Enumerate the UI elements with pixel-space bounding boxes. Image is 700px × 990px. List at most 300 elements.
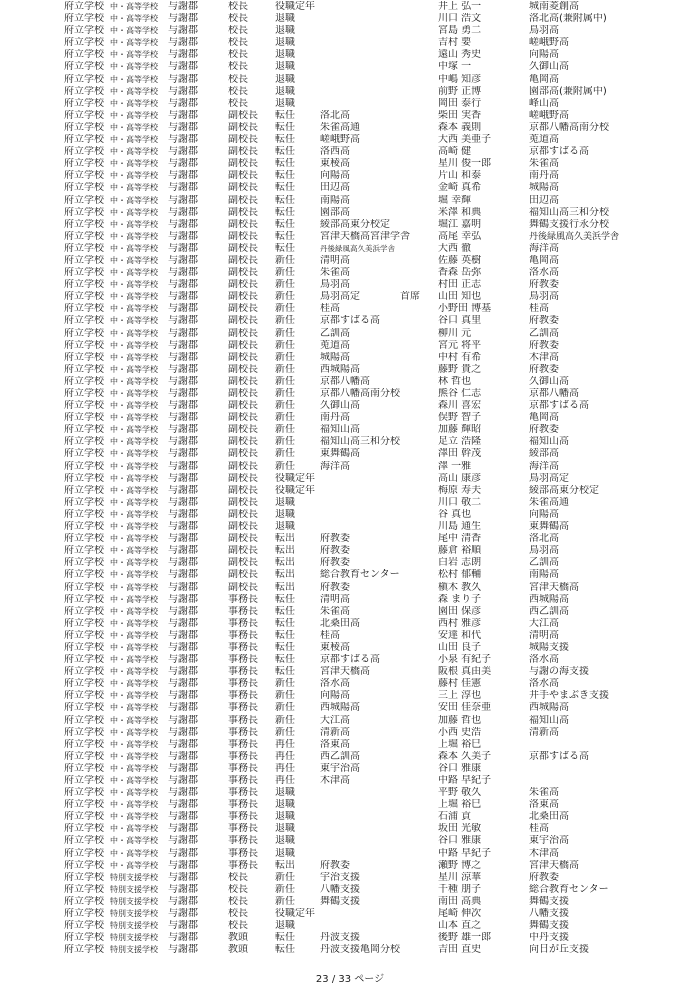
previous-assignment: 府教委 bbox=[529, 315, 559, 327]
list-item bbox=[0, 823, 700, 835]
person-name: 高山 康彦 bbox=[438, 472, 482, 484]
new-assignment: 京都八幡高南分校 bbox=[320, 388, 400, 399]
position: 校長 bbox=[228, 37, 248, 49]
list-item bbox=[0, 884, 700, 896]
transfer-type: 新任 bbox=[275, 448, 295, 460]
transfer-type: 退職 bbox=[275, 13, 295, 25]
transfer-type: 転任 bbox=[275, 194, 295, 206]
position: 副校長 bbox=[228, 158, 258, 170]
school-type: 府立学校 bbox=[64, 206, 104, 218]
person-name: 前野 正博 bbox=[438, 85, 482, 97]
list-item bbox=[0, 618, 700, 630]
person-name: 藤村 佳憲 bbox=[438, 678, 482, 690]
previous-assignment: 鳥羽高定 bbox=[529, 472, 569, 484]
list-item bbox=[0, 388, 700, 400]
region: 与謝郡 bbox=[168, 49, 198, 61]
transfer-type: 退職 bbox=[275, 85, 295, 97]
previous-assignment: 城陽高 bbox=[529, 182, 559, 194]
new-assignment: 東稜高 bbox=[320, 158, 350, 170]
list-item bbox=[0, 74, 700, 86]
previous-assignment: 桂高 bbox=[529, 823, 549, 835]
school-type: 府立学校 bbox=[64, 871, 104, 883]
transfer-type: 退職 bbox=[275, 787, 295, 799]
school-type: 府立学校 bbox=[64, 726, 104, 738]
transfer-type: 退職 bbox=[275, 73, 295, 85]
previous-assignment: 舞鶴支援行永分校 bbox=[529, 218, 609, 230]
list-item bbox=[0, 1, 700, 13]
person-name: 澤田 幹茂 bbox=[438, 448, 482, 460]
position: 副校長 bbox=[228, 424, 258, 436]
transfer-type: 新任 bbox=[275, 871, 295, 883]
region: 与謝郡 bbox=[168, 557, 198, 569]
person-name: 村田 正志 bbox=[438, 279, 482, 291]
school-level: 中・高等学校 bbox=[110, 413, 158, 423]
school-type: 府立学校 bbox=[64, 388, 104, 399]
list-item bbox=[0, 557, 700, 569]
school-type: 府立学校 bbox=[64, 799, 104, 811]
person-name: 瀬野 博之 bbox=[438, 859, 482, 871]
school-level: 中・高等学校 bbox=[110, 509, 158, 519]
transfer-type: 転任 bbox=[275, 666, 295, 678]
school-type: 府立学校 bbox=[64, 170, 104, 182]
transfer-type: 新任 bbox=[275, 363, 295, 375]
list-item bbox=[0, 642, 700, 654]
new-assignment: 総合教育センター bbox=[320, 569, 400, 581]
region: 与謝郡 bbox=[168, 835, 198, 847]
new-assignment: 田辺高 bbox=[320, 182, 350, 194]
transfer-type: 新任 bbox=[275, 690, 295, 702]
transfer-type: 新任 bbox=[275, 412, 295, 424]
list-item bbox=[0, 13, 700, 25]
transfer-type: 新任 bbox=[275, 351, 295, 363]
school-type: 府立学校 bbox=[64, 182, 104, 194]
school-type: 府立学校 bbox=[64, 37, 104, 49]
person-name: 加藤 輝昭 bbox=[438, 424, 482, 436]
person-name: 藤倉 裕順 bbox=[438, 545, 482, 557]
transfer-type: 転任 bbox=[275, 641, 295, 653]
position: 副校長 bbox=[228, 267, 258, 279]
previous-assignment: 清新高 bbox=[529, 726, 559, 738]
school-type: 府立学校 bbox=[64, 702, 104, 714]
school-type: 府立学校 bbox=[64, 714, 104, 726]
position: 事務長 bbox=[228, 750, 258, 762]
position: 校長 bbox=[228, 25, 248, 37]
list-item bbox=[0, 412, 700, 424]
school-level: 中・高等学校 bbox=[110, 630, 158, 640]
school-type: 府立学校 bbox=[64, 242, 104, 254]
new-assignment: 洛水高 bbox=[320, 678, 350, 690]
school-level: 中・高等学校 bbox=[110, 715, 158, 725]
new-assignment: 朱雀高 bbox=[320, 605, 350, 617]
previous-assignment: 向陽高 bbox=[529, 49, 559, 61]
person-name: 加藤 哲也 bbox=[438, 714, 482, 726]
position: 校長 bbox=[228, 908, 248, 920]
list-item bbox=[0, 872, 700, 884]
school-level: 中・高等学校 bbox=[110, 667, 158, 677]
position: 校長 bbox=[228, 895, 248, 907]
school-level: 中・高等学校 bbox=[110, 473, 158, 483]
school-level: 中・高等学校 bbox=[110, 292, 158, 302]
transfer-type: 新任 bbox=[275, 375, 295, 387]
previous-assignment: 桂高 bbox=[529, 303, 549, 315]
previous-assignment: 福知山高三和分校 bbox=[529, 206, 609, 218]
school-level: 中・高等学校 bbox=[110, 824, 158, 834]
previous-assignment: 与謝の海支援 bbox=[529, 666, 589, 678]
transfer-type: 退職 bbox=[275, 61, 295, 73]
new-assignment: 舞鶴支援 bbox=[320, 895, 360, 907]
new-assignment: 洛東高 bbox=[320, 738, 350, 750]
previous-assignment: 中丹支援 bbox=[529, 932, 569, 944]
region: 与謝郡 bbox=[168, 327, 198, 339]
transfer-type: 退職 bbox=[275, 97, 295, 109]
previous-assignment: 舞鶴支援 bbox=[529, 895, 569, 907]
list-item bbox=[0, 328, 700, 340]
school-type: 府立学校 bbox=[64, 1, 104, 12]
previous-assignment: 木津高 bbox=[529, 847, 559, 859]
school-level: 中・高等学校 bbox=[110, 679, 158, 689]
school-level: 中・高等学校 bbox=[110, 655, 158, 665]
school-type: 府立学校 bbox=[64, 25, 104, 37]
list-item bbox=[0, 364, 700, 376]
region: 与謝郡 bbox=[168, 908, 198, 920]
school-level: 中・高等学校 bbox=[110, 62, 158, 72]
list-item bbox=[0, 279, 700, 291]
school-level: 中・高等学校 bbox=[110, 219, 158, 229]
new-assignment: 大江高 bbox=[320, 714, 350, 726]
list-item bbox=[0, 727, 700, 739]
person-name: 片山 和泰 bbox=[438, 170, 482, 182]
position: 事務長 bbox=[228, 787, 258, 799]
school-level: 中・高等学校 bbox=[110, 425, 158, 435]
school-level: 中・高等学校 bbox=[110, 195, 158, 205]
previous-assignment: 府教委 bbox=[529, 871, 559, 883]
list-item bbox=[0, 61, 700, 73]
school-type: 府立学校 bbox=[64, 823, 104, 835]
position: 副校長 bbox=[228, 315, 258, 327]
list-item bbox=[0, 545, 700, 557]
position: 副校長 bbox=[228, 412, 258, 424]
region: 与謝郡 bbox=[168, 581, 198, 593]
list-item bbox=[0, 122, 700, 134]
previous-assignment: 朱雀高通 bbox=[529, 496, 569, 508]
school-type: 府立学校 bbox=[64, 448, 104, 460]
region: 与謝郡 bbox=[168, 218, 198, 230]
person-name: 高崎 健 bbox=[438, 146, 472, 158]
position: 副校長 bbox=[228, 303, 258, 315]
person-name: 熊谷 仁志 bbox=[438, 388, 482, 399]
region: 与謝郡 bbox=[168, 678, 198, 690]
school-level: 特別支援学校 bbox=[110, 872, 158, 882]
person-name: 岡田 泰行 bbox=[438, 97, 482, 109]
school-type: 府立学校 bbox=[64, 654, 104, 666]
school-type: 府立学校 bbox=[64, 146, 104, 158]
transfer-type: 転任 bbox=[275, 617, 295, 629]
school-type: 府立学校 bbox=[64, 472, 104, 484]
transfer-type: 新任 bbox=[275, 424, 295, 436]
transfer-type: 転任 bbox=[275, 944, 295, 956]
previous-assignment: 鳥羽高 bbox=[529, 25, 559, 37]
person-name: 安達 和代 bbox=[438, 629, 482, 641]
person-name: 宮元 将平 bbox=[438, 339, 482, 351]
school-level: 中・高等学校 bbox=[110, 691, 158, 701]
position: 校長 bbox=[228, 49, 248, 61]
list-item bbox=[0, 303, 700, 315]
new-assignment: 府教委 bbox=[320, 557, 350, 569]
region: 与謝郡 bbox=[168, 303, 198, 315]
school-level: 中・高等学校 bbox=[110, 110, 158, 120]
previous-assignment: 田辺高 bbox=[529, 194, 559, 206]
region: 与謝郡 bbox=[168, 617, 198, 629]
person-name: 俣野 智子 bbox=[438, 412, 482, 424]
school-type: 府立学校 bbox=[64, 859, 104, 871]
person-name: 堀 幸輝 bbox=[438, 194, 472, 206]
position: 副校長 bbox=[228, 363, 258, 375]
person-name: 安田 佳奈亜 bbox=[438, 702, 492, 714]
list-item bbox=[0, 134, 700, 146]
transfer-type: 転任 bbox=[275, 932, 295, 944]
previous-assignment: 東舞鶴高 bbox=[529, 521, 569, 533]
previous-assignment: 井手やまぶき支援 bbox=[529, 690, 609, 702]
person-name: 槇木 教久 bbox=[438, 581, 482, 593]
school-level: 中・高等学校 bbox=[110, 606, 158, 616]
list-item bbox=[0, 315, 700, 327]
position: 副校長 bbox=[228, 182, 258, 194]
position: 副校長 bbox=[228, 400, 258, 412]
previous-assignment: 宮津天橋高 bbox=[529, 859, 579, 871]
school-level: 中・高等学校 bbox=[110, 159, 158, 169]
list-item bbox=[0, 86, 700, 98]
previous-assignment: 清明高 bbox=[529, 629, 559, 641]
school-type: 府立学校 bbox=[64, 218, 104, 230]
school-type: 府立学校 bbox=[64, 569, 104, 581]
new-assignment: 洛北高 bbox=[320, 109, 350, 121]
position: 副校長 bbox=[228, 109, 258, 121]
region: 与謝郡 bbox=[168, 279, 198, 291]
new-assignment: 向陽高 bbox=[320, 170, 350, 182]
position: 事務長 bbox=[228, 617, 258, 629]
position: 事務長 bbox=[228, 654, 258, 666]
school-level: 特別支援学校 bbox=[110, 896, 158, 906]
new-assignment: 府教委 bbox=[320, 533, 350, 545]
school-type: 府立学校 bbox=[64, 61, 104, 73]
list-item bbox=[0, 219, 700, 231]
new-assignment: 東稜高 bbox=[320, 641, 350, 653]
region: 与謝郡 bbox=[168, 230, 198, 242]
list-item bbox=[0, 920, 700, 932]
previous-assignment: 亀岡高 bbox=[529, 412, 559, 424]
region: 与謝郡 bbox=[168, 738, 198, 750]
school-type: 府立学校 bbox=[64, 835, 104, 847]
list-item bbox=[0, 654, 700, 666]
person-name: 星川 涼華 bbox=[438, 871, 482, 883]
previous-assignment: 乙訓高 bbox=[529, 557, 559, 569]
transfer-type: 退職 bbox=[275, 37, 295, 49]
person-name: 林 哲也 bbox=[438, 375, 472, 387]
transfer-type: 再任 bbox=[275, 750, 295, 762]
person-name: 川島 通生 bbox=[438, 521, 482, 533]
position: 副校長 bbox=[228, 291, 258, 303]
position: 校長 bbox=[228, 1, 248, 12]
person-name: 柴田 実香 bbox=[438, 109, 482, 121]
person-name: 尾崎 伸次 bbox=[438, 908, 482, 920]
region: 与謝郡 bbox=[168, 895, 198, 907]
transfer-type: 新任 bbox=[275, 895, 295, 907]
region: 与謝郡 bbox=[168, 726, 198, 738]
note: 首席 bbox=[400, 291, 420, 303]
school-level: 中・高等学校 bbox=[110, 485, 158, 495]
school-type: 府立学校 bbox=[64, 400, 104, 412]
position: 校長 bbox=[228, 920, 248, 932]
school-level: 中・高等学校 bbox=[110, 135, 158, 145]
position: 事務長 bbox=[228, 641, 258, 653]
school-type: 府立学校 bbox=[64, 787, 104, 799]
new-assignment: 八幡支援 bbox=[320, 883, 360, 895]
transfer-type: 転出 bbox=[275, 859, 295, 871]
list-item bbox=[0, 146, 700, 158]
school-type: 府立学校 bbox=[64, 678, 104, 690]
school-level: 中・高等学校 bbox=[110, 98, 158, 108]
previous-assignment: 木津高 bbox=[529, 351, 559, 363]
person-name: 中路 早紀子 bbox=[438, 775, 492, 786]
list-item bbox=[0, 158, 700, 170]
transfer-type: 新任 bbox=[275, 279, 295, 291]
previous-assignment: 海洋高 bbox=[529, 460, 559, 472]
school-type: 府立学校 bbox=[64, 230, 104, 242]
transfer-type: 再任 bbox=[275, 762, 295, 774]
list-item bbox=[0, 352, 700, 364]
position: 副校長 bbox=[228, 242, 258, 254]
school-type: 府立学校 bbox=[64, 279, 104, 291]
school-type: 府立学校 bbox=[64, 158, 104, 170]
position: 事務長 bbox=[228, 702, 258, 714]
region: 与謝郡 bbox=[168, 799, 198, 811]
school-level: 中・高等学校 bbox=[110, 316, 158, 326]
school-level: 中・高等学校 bbox=[110, 570, 158, 580]
transfer-type: 転任 bbox=[275, 593, 295, 605]
list-item bbox=[0, 170, 700, 182]
previous-assignment: 鳥羽高 bbox=[529, 291, 559, 303]
school-level: 中・高等学校 bbox=[110, 788, 158, 798]
previous-assignment: 乙訓高 bbox=[529, 327, 559, 339]
list-item bbox=[0, 835, 700, 847]
school-type: 府立学校 bbox=[64, 908, 104, 920]
school-type: 府立学校 bbox=[64, 641, 104, 653]
new-assignment: 東舞鶴高 bbox=[320, 448, 360, 460]
school-level: 中・高等学校 bbox=[110, 763, 158, 773]
person-name: 足立 浩隆 bbox=[438, 436, 482, 448]
new-assignment: 嵯峨野高 bbox=[320, 134, 360, 146]
position: 副校長 bbox=[228, 134, 258, 146]
school-type: 府立学校 bbox=[64, 291, 104, 303]
transfer-type: 新任 bbox=[275, 267, 295, 279]
person-name: 大西 徹 bbox=[438, 242, 472, 254]
region: 与謝郡 bbox=[168, 666, 198, 678]
new-assignment: 朱雀高通 bbox=[320, 121, 360, 133]
region: 与謝郡 bbox=[168, 436, 198, 448]
school-type: 府立学校 bbox=[64, 351, 104, 363]
person-name: 平野 敬久 bbox=[438, 787, 482, 799]
school-level: 特別支援学校 bbox=[110, 921, 158, 931]
person-name: 山田 知也 bbox=[438, 291, 482, 303]
previous-assignment: 朱雀高 bbox=[529, 787, 559, 799]
transfer-type: 退職 bbox=[275, 508, 295, 520]
school-level: 中・高等学校 bbox=[110, 26, 158, 36]
region: 与謝郡 bbox=[168, 944, 198, 956]
new-assignment: 京都すばる高 bbox=[320, 315, 380, 327]
list-item bbox=[0, 678, 700, 690]
new-assignment: 洛西高 bbox=[320, 146, 350, 158]
region: 与謝郡 bbox=[168, 472, 198, 484]
person-name: 園田 保彦 bbox=[438, 605, 482, 617]
new-assignment: 桂高 bbox=[320, 303, 340, 315]
school-level: 中・高等学校 bbox=[110, 848, 158, 858]
region: 与謝郡 bbox=[168, 339, 198, 351]
person-name: 中塚 一 bbox=[438, 61, 472, 73]
region: 与謝郡 bbox=[168, 714, 198, 726]
school-level: 中・高等学校 bbox=[110, 147, 158, 157]
region: 与謝郡 bbox=[168, 593, 198, 605]
region: 与謝郡 bbox=[168, 508, 198, 520]
school-type: 府立学校 bbox=[64, 944, 104, 956]
new-assignment: 海洋高 bbox=[320, 460, 350, 472]
region: 与謝郡 bbox=[168, 194, 198, 206]
position: 副校長 bbox=[228, 557, 258, 569]
previous-assignment: 東宇治高 bbox=[529, 835, 569, 847]
transfer-type: 転任 bbox=[275, 206, 295, 218]
region: 与謝郡 bbox=[168, 629, 198, 641]
new-assignment: 莵道高 bbox=[320, 339, 350, 351]
previous-assignment: 西城陽高 bbox=[529, 702, 569, 714]
list-item bbox=[0, 340, 700, 352]
school-type: 府立学校 bbox=[64, 327, 104, 339]
school-type: 府立学校 bbox=[64, 811, 104, 823]
school-level: 中・高等学校 bbox=[110, 558, 158, 568]
person-name: 小野田 博基 bbox=[438, 303, 492, 315]
school-level: 中・高等学校 bbox=[110, 255, 158, 265]
region: 与謝郡 bbox=[168, 400, 198, 412]
list-item bbox=[0, 37, 700, 49]
previous-assignment: 北桑田高 bbox=[529, 811, 569, 823]
school-level: 中・高等学校 bbox=[110, 401, 158, 411]
list-item bbox=[0, 497, 700, 509]
transfer-type: 新任 bbox=[275, 315, 295, 327]
transfer-type: 新任 bbox=[275, 714, 295, 726]
previous-assignment: 西乙訓高 bbox=[529, 605, 569, 617]
new-assignment: 清明高 bbox=[320, 254, 350, 266]
school-type: 府立学校 bbox=[64, 545, 104, 557]
position: 校長 bbox=[228, 883, 248, 895]
person-name: 南田 高典 bbox=[438, 895, 482, 907]
new-assignment: 西城陽高 bbox=[320, 363, 360, 375]
list-item bbox=[0, 98, 700, 110]
school-level: 中・高等学校 bbox=[110, 703, 158, 713]
region: 与謝郡 bbox=[168, 206, 198, 218]
previous-assignment: 園部高(兼附属中) bbox=[529, 85, 607, 97]
list-item bbox=[0, 763, 700, 775]
school-type: 府立学校 bbox=[64, 895, 104, 907]
person-name: 阪根 真由美 bbox=[438, 666, 492, 678]
list-item bbox=[0, 787, 700, 799]
position: 校長 bbox=[228, 97, 248, 109]
transfer-type: 退職 bbox=[275, 521, 295, 533]
region: 与謝郡 bbox=[168, 641, 198, 653]
position: 副校長 bbox=[228, 121, 258, 133]
school-level: 中・高等学校 bbox=[110, 836, 158, 846]
previous-assignment: 綾部高東分校定 bbox=[529, 484, 599, 496]
new-assignment: 木津高 bbox=[320, 775, 350, 786]
person-name: 坂田 光敏 bbox=[438, 823, 482, 835]
region: 与謝郡 bbox=[168, 484, 198, 496]
